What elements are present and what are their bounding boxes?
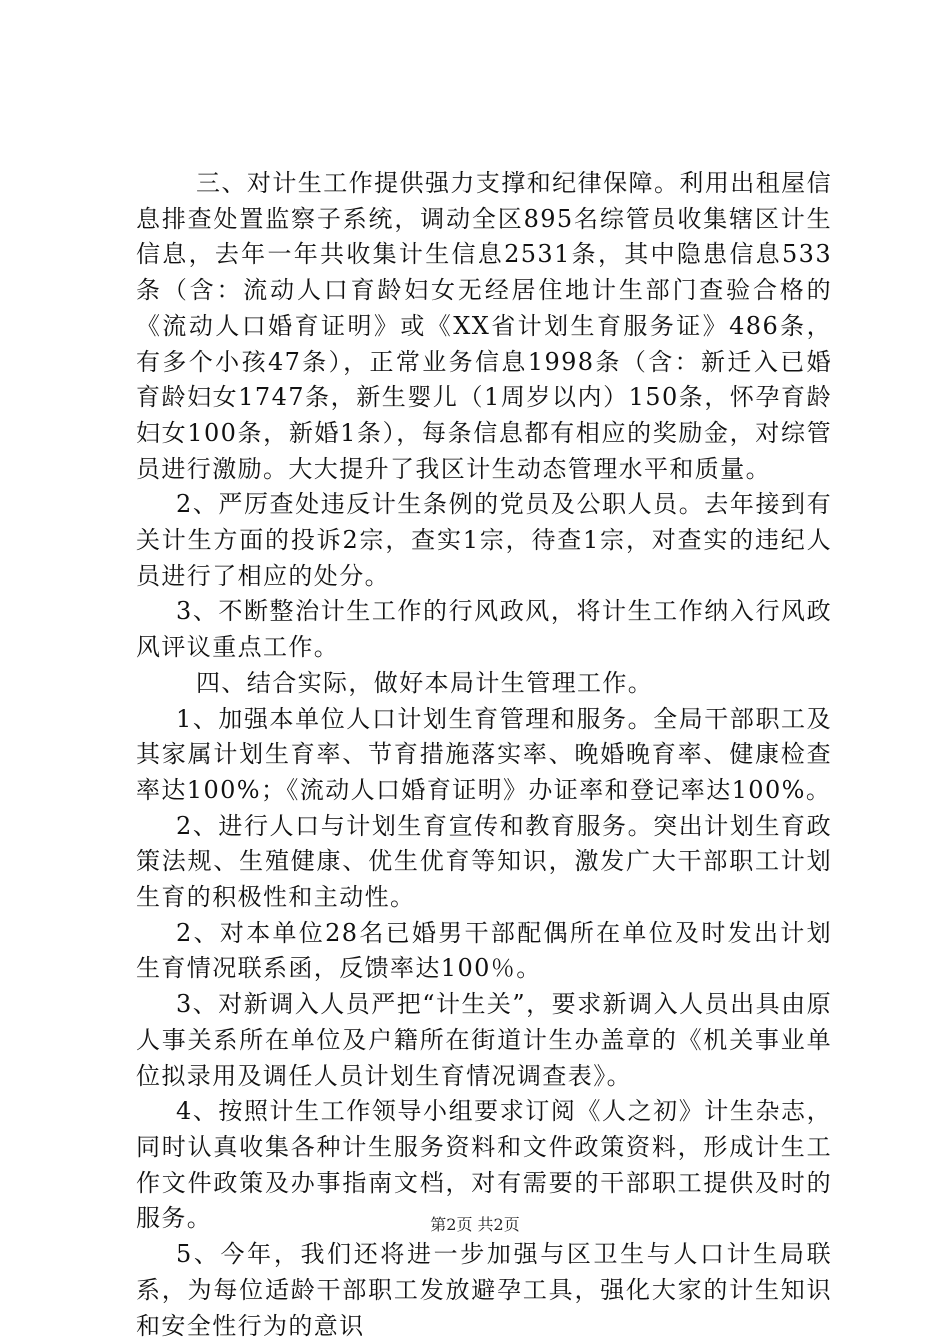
paragraph-item-2-discipline: 2、严厉查处违反计生条例的党员及公职人员。去年接到有关计生方面的投诉2宗，查实1宗，待查1宗，对查实的违纪人员进行了相应的处分。 bbox=[136, 490, 832, 590]
paragraph-item-4-magazine: 4、按照计生工作领导小组要求订阅《人之初》计生杂志，同时认真收集各种计生服务资料和文件政策资料，形成计生工作文件政策及办事指南文档，对有需要的干部职工提供及时的服务。 bbox=[136, 1097, 832, 1233]
paragraph-item-3-conduct: 3、不断整治计生工作的行风政风，将计生工作纳入行风政风评议重点工作。 bbox=[136, 597, 832, 662]
paragraph-section-4: 四、结合实际，做好本局计生管理工作。 bbox=[196, 668, 654, 697]
paragraph-item-3-new-staff: 3、对新调入人员严把“计生关”，要求新调入人员出具由原人事关系所在单位及户籍所在街道计生办盖章的《机关事业单位拟录用及调任人员计划生育情况调查表》。 bbox=[136, 990, 832, 1090]
document-body bbox=[136, 166, 832, 1344]
paragraph-item-2-education: 2、进行人口与计划生育宣传和教育服务。突出计划生育政策法规、生殖健康、优生优育等知识，激发广大干部职工计划生育的积极性和主动性。 bbox=[136, 811, 832, 912]
paragraph-item-2-contact-letter: 2、对本单位28名已婚男干部配偶所在单位及时发出计划生育情况联系函，反馈率达100％。 bbox=[136, 918, 832, 983]
paragraph-section-3: 三、对计生工作提供强力支撑和纪律保障。利用出租屋信息排查处置监察子系统，调动全区895名综管员收集辖区计生信息，去年一年共收集计生信息2531条，其中隐患信息533条（含：流动人口育龄妇女无经居住地计生部门查验合格的《流动人口婚育证明》或《XX省计划生育服务证》486条，有多个小孩47条），正常业务信息1998条（含：新迁入已婚育龄妇女1747条，新生婴儿（1周岁以内）150条，怀孕育龄妇女100条，新婚1条），每条信息都有相应的奖励金，对综管员进行激励。大大提升了我区计生动态管理水平和质量。 bbox=[136, 169, 832, 483]
paragraph-item-5-this-year: 5、今年，我们还将进一步加强与区卫生与人口计生局联系，为每位适龄干部职工发放避孕工具，强化大家的计生知识和安全性行为的意识 bbox=[136, 1240, 832, 1340]
page-number-footer: 第2页 共2页 bbox=[430, 1215, 520, 1234]
paragraph-item-1-management: 1、加强本单位人口计划生育管理和服务。全局干部职工及其家属计划生育率、节育措施落实率、晚婚晚育率、健康检查率达100%；《流动人口婚育证明》办证率和登记率达100%。 bbox=[136, 704, 832, 804]
